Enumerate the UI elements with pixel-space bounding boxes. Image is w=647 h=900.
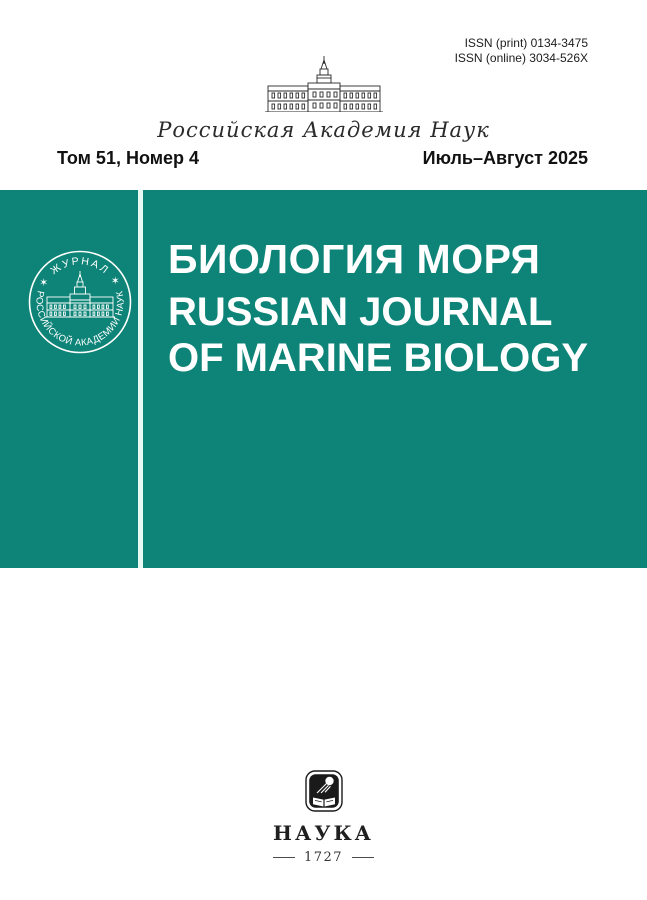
emblem-top-arc-text: ✶ ЖУРНАЛ ✶ <box>37 255 123 290</box>
publisher-year: 1727 <box>303 850 344 865</box>
cover-band <box>0 190 647 568</box>
academy-building-icon <box>262 54 386 112</box>
year-dash-left <box>273 857 295 858</box>
publisher-year-row <box>0 850 647 865</box>
journal-title-en-line2: OF MARINE BIOLOGY <box>168 336 588 380</box>
year-dash-right <box>352 857 374 858</box>
publisher-block <box>0 770 647 865</box>
journal-title-ru: БИОЛОГИЯ МОРЯ <box>168 236 541 282</box>
journal-emblem <box>27 249 133 355</box>
issue-date: Июль–Август 2025 <box>422 148 588 168</box>
academy-logo-block <box>0 54 647 142</box>
journal-title-en-line1: RUSSIAN JOURNAL <box>168 290 553 334</box>
volume-issue: Том 51, Номер 4 <box>57 148 200 168</box>
emblem-bottom-arc-text: РОССИЙСКОЙ АКАДЕМИИ НАУК <box>33 289 127 349</box>
emblem-building-icon <box>45 271 115 317</box>
academy-name: Российская Академия Наук <box>157 118 490 142</box>
title-column <box>168 234 588 381</box>
journal-title-en <box>168 289 588 381</box>
nauka-publisher-icon <box>305 770 343 812</box>
issn-print: ISSN (print) 0134-3475 <box>464 36 588 50</box>
issn-online: ISSN (online) 3034-526X <box>454 51 588 65</box>
issue-info-row <box>57 148 588 169</box>
band-divider <box>138 190 143 568</box>
publisher-name: НАУКА <box>273 821 374 845</box>
